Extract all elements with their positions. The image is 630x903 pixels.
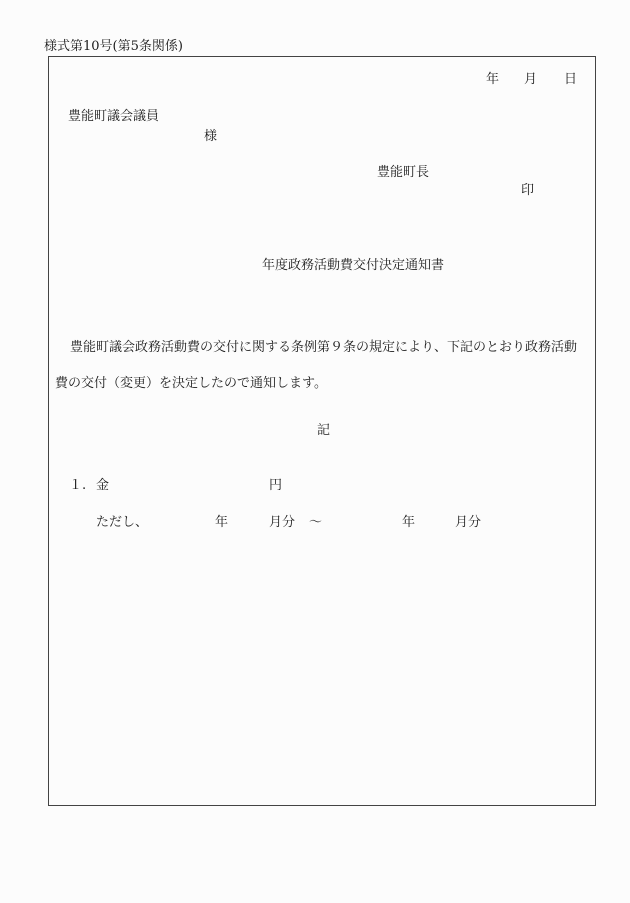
- ki-label: 記: [317, 423, 331, 438]
- proviso-to-month: 月分: [455, 515, 482, 530]
- recipient-title: 豊能町議会議員: [68, 109, 160, 124]
- proviso-from-month: 月分: [269, 515, 296, 530]
- date-year: 年: [486, 72, 500, 87]
- body-line-1: 豊能町議会政務活動費の交付に関する条例第９条の規定により、下記のとおり政務活動: [70, 340, 578, 355]
- item-1-number: １.: [69, 478, 87, 493]
- proviso-to-year: 年: [402, 515, 416, 530]
- sender-name: 豊能町長: [377, 165, 430, 180]
- date-day: 日: [564, 72, 578, 87]
- item-1-label: 金: [96, 478, 110, 493]
- recipient-honorific: 様: [204, 129, 218, 144]
- body-line-2: 費の交付（変更）を決定したので通知します。: [55, 376, 327, 391]
- proviso-from-year: 年: [215, 515, 229, 530]
- proviso-label: ただし、: [96, 515, 149, 530]
- sender-seal: 印: [521, 183, 535, 198]
- date-month: 月: [524, 72, 538, 87]
- proviso-tilde: ～: [309, 515, 323, 530]
- form-number: 様式第10号(第5条関係): [44, 39, 183, 54]
- item-1-unit: 円: [269, 478, 283, 493]
- form-frame: [48, 56, 596, 806]
- document-title: 年度政務活動費交付決定通知書: [262, 258, 445, 273]
